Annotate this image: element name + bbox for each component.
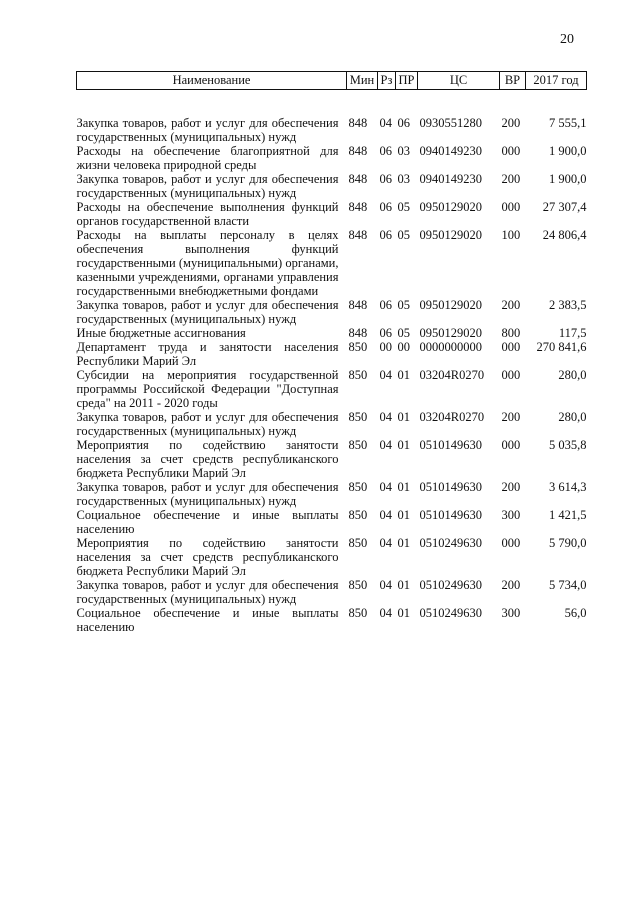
row-cs: 0950129020 — [419, 228, 482, 242]
row-vr: 300 — [501, 508, 521, 522]
row-min: 848 — [348, 116, 368, 130]
row-amount: 27 307,4 — [542, 200, 587, 214]
row-amount: 3 614,3 — [549, 480, 587, 494]
table-row — [77, 410, 587, 438]
table-row — [77, 578, 587, 606]
table-body — [77, 90, 587, 635]
row-min: 850 — [348, 368, 368, 382]
row-min: 850 — [348, 606, 368, 620]
table-row — [77, 90, 587, 145]
row-vr: 000 — [501, 368, 521, 382]
row-name: Закупка товаров, работ и услуг для обеспечения государственных (муниципальных) нужд — [76, 116, 339, 144]
row-rz: 06 — [379, 200, 392, 214]
budget-table-container — [76, 71, 586, 634]
table-row — [77, 536, 587, 578]
header-cs: ЦС — [418, 72, 500, 90]
row-amount: 7 555,1 — [549, 116, 587, 130]
table-row — [77, 368, 587, 410]
budget-table — [76, 71, 587, 634]
row-pr: 01 — [397, 480, 410, 494]
table-row — [77, 228, 587, 298]
row-pr: 01 — [397, 578, 410, 592]
table-row — [77, 438, 587, 480]
row-vr: 200 — [501, 116, 521, 130]
row-amount: 1 900,0 — [549, 172, 587, 186]
row-amount: 280,0 — [558, 410, 587, 424]
row-cs: 03204R0270 — [419, 410, 485, 424]
row-min: 850 — [348, 578, 368, 592]
row-vr: 200 — [501, 298, 521, 312]
row-name: Социальное обеспечение и иные выплаты населению — [76, 606, 339, 634]
table-row — [77, 326, 587, 340]
row-rz: 04 — [379, 578, 392, 592]
row-pr: 05 — [397, 298, 410, 312]
row-pr: 01 — [397, 368, 410, 382]
row-amount: 1 421,5 — [549, 508, 587, 522]
row-min: 848 — [348, 144, 368, 158]
row-amount: 1 900,0 — [549, 144, 587, 158]
row-rz: 04 — [379, 480, 392, 494]
header-vr: ВР — [500, 72, 526, 90]
row-rz: 06 — [379, 144, 392, 158]
row-cs: 0510249630 — [419, 606, 482, 620]
row-name: Закупка товаров, работ и услуг для обеспечения государственных (муниципальных) нужд — [76, 172, 339, 200]
row-name: Мероприятия по содействию занятости населения за счет средств республиканского бюджета Республики Марий Эл — [76, 536, 339, 578]
table-row — [77, 144, 587, 172]
row-vr: 200 — [501, 578, 521, 592]
row-pr: 01 — [397, 606, 410, 620]
row-rz: 04 — [379, 410, 392, 424]
row-rz: 06 — [379, 326, 392, 340]
row-vr: 200 — [501, 410, 521, 424]
row-rz: 04 — [379, 116, 392, 130]
row-pr: 01 — [397, 410, 410, 424]
row-vr: 200 — [501, 480, 521, 494]
row-vr: 200 — [501, 172, 521, 186]
row-min: 850 — [348, 438, 368, 452]
row-pr: 03 — [397, 144, 410, 158]
row-cs: 0510149630 — [419, 480, 482, 494]
row-min: 848 — [348, 228, 368, 242]
row-vr: 000 — [501, 536, 521, 550]
row-min: 850 — [348, 340, 368, 354]
row-amount: 56,0 — [564, 606, 587, 620]
row-cs: 03204R0270 — [419, 368, 485, 382]
row-name: Закупка товаров, работ и услуг для обеспечения государственных (муниципальных) нужд — [76, 410, 339, 438]
row-cs: 0510149630 — [419, 508, 482, 522]
row-name: Закупка товаров, работ и услуг для обеспечения государственных (муниципальных) нужд — [76, 578, 339, 606]
row-min: 850 — [348, 536, 368, 550]
header-pr: ПР — [396, 72, 418, 90]
row-name: Социальное обеспечение и иные выплаты населению — [76, 508, 339, 536]
row-amount: 117,5 — [558, 326, 587, 340]
header-min: Мин — [347, 72, 378, 90]
row-cs: 0940149230 — [419, 172, 482, 186]
row-name: Закупка товаров, работ и услуг для обеспечения государственных (муниципальных) нужд — [76, 298, 339, 326]
header-name: Наименование — [77, 72, 347, 90]
row-cs: 0950129020 — [419, 326, 482, 340]
row-pr: 01 — [397, 438, 410, 452]
row-cs: 0510149630 — [419, 438, 482, 452]
row-cs: 0510249630 — [419, 578, 482, 592]
row-min: 848 — [348, 200, 368, 214]
row-vr: 100 — [501, 228, 521, 242]
row-amount: 5 790,0 — [549, 536, 587, 550]
row-pr: 01 — [397, 536, 410, 550]
row-pr: 01 — [397, 508, 410, 522]
table-row — [77, 480, 587, 508]
row-name: Мероприятия по содействию занятости населения за счет средств республиканского бюджета Республики Марий Эл — [76, 438, 339, 480]
row-rz: 06 — [379, 298, 392, 312]
header-year: 2017 год — [526, 72, 587, 90]
row-min: 848 — [348, 298, 368, 312]
header-rz: Рз — [378, 72, 396, 90]
row-amount: 270 841,6 — [536, 340, 587, 354]
row-rz: 04 — [379, 606, 392, 620]
row-vr: 000 — [501, 144, 521, 158]
row-name: Департамент труда и занятости населения Республики Марий Эл — [76, 340, 339, 368]
table-row — [77, 172, 587, 200]
row-name: Иные бюджетные ассигнования — [76, 326, 246, 340]
row-pr: 00 — [397, 340, 410, 354]
row-pr: 03 — [397, 172, 410, 186]
row-pr: 05 — [397, 326, 410, 340]
table-row — [77, 340, 587, 368]
table-row — [77, 298, 587, 326]
row-pr: 05 — [397, 200, 410, 214]
row-vr: 800 — [501, 326, 521, 340]
row-name: Расходы на выплаты персоналу в целях обеспечения выполнения функций государственными (муниципальными) органами, казенными учреждениями, органами управления государственными внебюджетными фондами — [76, 228, 339, 298]
table-header — [77, 72, 587, 90]
row-amount: 24 806,4 — [542, 228, 587, 242]
row-min: 848 — [348, 172, 368, 186]
row-rz: 04 — [379, 438, 392, 452]
row-amount: 2 383,5 — [549, 298, 587, 312]
row-min: 848 — [348, 326, 368, 340]
row-name: Закупка товаров, работ и услуг для обеспечения государственных (муниципальных) нужд — [76, 480, 339, 508]
row-pr: 06 — [397, 116, 410, 130]
row-cs: 0950129020 — [419, 200, 482, 214]
row-cs: 0950129020 — [419, 298, 482, 312]
row-vr: 000 — [501, 340, 521, 354]
row-vr: 000 — [501, 438, 521, 452]
row-min: 850 — [348, 410, 368, 424]
row-cs: 0940149230 — [419, 144, 482, 158]
table-row — [77, 508, 587, 536]
row-name: Расходы на обеспечение выполнения функций органов государственной власти — [76, 200, 339, 228]
row-name: Расходы на обеспечение благоприятной для жизни человека природной среды — [76, 144, 339, 172]
table-row — [77, 200, 587, 228]
row-amount: 5 734,0 — [549, 578, 587, 592]
row-cs: 0930551280 — [419, 116, 482, 130]
row-rz: 04 — [379, 368, 392, 382]
row-pr: 05 — [397, 228, 410, 242]
row-rz: 06 — [379, 172, 392, 186]
row-amount: 280,0 — [558, 368, 587, 382]
row-min: 850 — [348, 480, 368, 494]
row-rz: 04 — [379, 508, 392, 522]
row-vr: 000 — [501, 200, 521, 214]
row-rz: 06 — [379, 228, 392, 242]
page-number: 20 — [560, 32, 574, 47]
row-cs: 0000000000 — [419, 340, 482, 354]
row-rz: 04 — [379, 536, 392, 550]
row-rz: 00 — [379, 340, 392, 354]
table-row — [77, 606, 587, 634]
row-name: Субсидии на мероприятия государственной программы Российской Федерации "Доступная среда" на 2011 - 2020 годы — [76, 368, 339, 410]
row-amount: 5 035,8 — [549, 438, 587, 452]
row-cs: 0510249630 — [419, 536, 482, 550]
row-vr: 300 — [501, 606, 521, 620]
row-min: 850 — [348, 508, 368, 522]
